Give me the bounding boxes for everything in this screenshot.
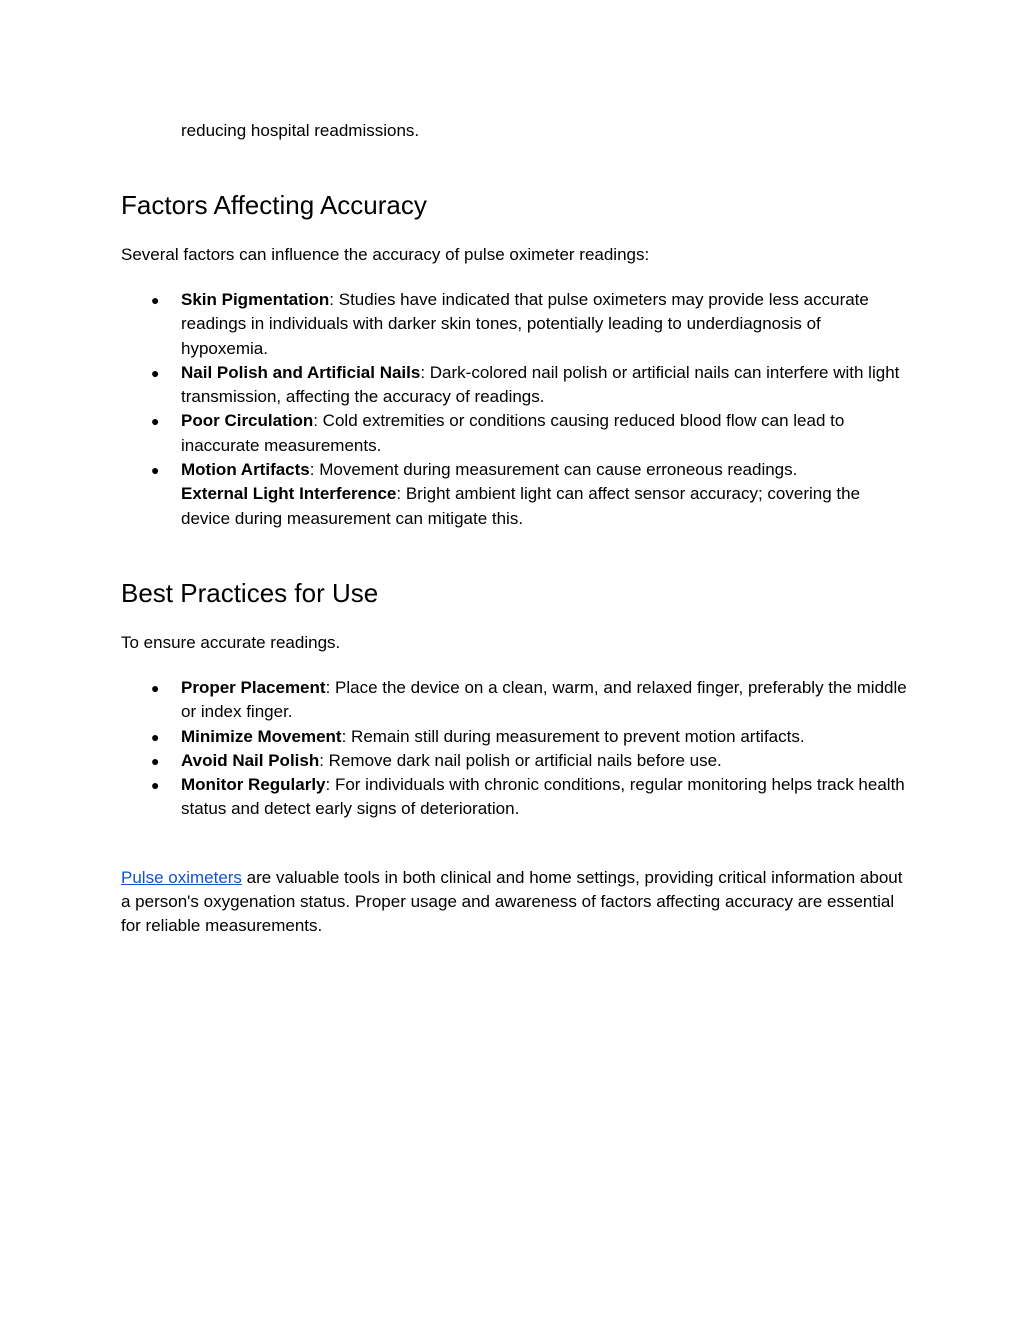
best-practices-list <box>121 676 911 822</box>
item-text: : Dark-colored nail polish or artificial nails can interfere with light transmission, affecting the accuracy of readings. <box>181 362 900 407</box>
item-text: : Bright ambient light can affect sensor accuracy; covering the device during measurement can mitigate this. <box>181 484 861 528</box>
item-text: : For individuals with chronic conditions, regular monitoring helps track health status and detect early signs of deterioration. <box>181 775 905 819</box>
item-term: Avoid Nail Polish <box>181 750 320 770</box>
list-item <box>121 482 911 531</box>
pulse-oximeters-link[interactable]: Pulse oximeters <box>121 868 242 887</box>
item-term: External Light Interference <box>181 484 397 504</box>
bullet-icon: ● <box>151 728 160 745</box>
item-term: Motion Artifacts <box>181 460 310 480</box>
bullet-icon: ● <box>151 777 160 794</box>
list-item <box>121 458 911 482</box>
bullet-icon: ● <box>151 364 160 381</box>
item-text: : Remove dark nail polish or artificial nails before use. <box>319 750 722 770</box>
bullet-icon: ● <box>151 680 160 696</box>
heading-factors-affecting-accuracy: Factors Affecting Accuracy <box>121 190 427 220</box>
item-term: Monitor Regularly <box>181 775 326 795</box>
item-term: Nail Polish and Artificial Nails <box>181 362 421 382</box>
factors-intro: Several factors can influence the accuracy of pulse oximeter readings: <box>121 245 650 264</box>
bullet-icon: ● <box>151 462 160 479</box>
bullet-icon: ● <box>151 413 160 430</box>
item-term: Skin Pigmentation <box>181 290 330 309</box>
list-item <box>121 288 911 361</box>
item-text: : Studies have indicated that pulse oximeters may provide less accurate readings in individuals with darker skin tones, potentially leading to underdiagnosis of hypoxemia. <box>181 290 869 358</box>
list-item <box>121 725 911 749</box>
bullet-icon: ● <box>151 752 160 769</box>
list-item <box>121 361 911 410</box>
list-item <box>121 749 911 773</box>
item-text: : Cold extremities or conditions causing reduced blood flow can lead to inaccurate measurements. <box>181 411 845 455</box>
continuation-text: reducing hospital readmissions. <box>181 121 420 140</box>
item-text: : Place the device on a clean, warm, and relaxed finger, preferably the middle or index finger. <box>181 678 907 722</box>
best-practices-intro: To ensure accurate readings. <box>121 633 341 652</box>
item-text: : Remain still during measurement to prevent motion artifacts. <box>341 726 805 746</box>
item-term: Poor Circulation <box>181 411 314 431</box>
bullet-icon: ● <box>151 292 160 308</box>
item-term: Proper Placement <box>181 678 326 697</box>
item-term: Minimize Movement <box>181 726 342 746</box>
closing-paragraph <box>121 866 911 938</box>
heading-best-practices: Best Practices for Use <box>121 578 379 608</box>
factors-list <box>121 288 911 531</box>
list-item <box>121 676 911 725</box>
item-text: : Movement during measurement can cause erroneous readings. <box>309 460 798 480</box>
list-item <box>121 773 911 822</box>
list-item <box>121 409 911 458</box>
closing-text: are valuable tools in both clinical and home settings, providing critical information about a person's oxygenation status. Proper usage and awareness of factors affecting accuracy are essential for reliable measurements. <box>121 868 903 935</box>
